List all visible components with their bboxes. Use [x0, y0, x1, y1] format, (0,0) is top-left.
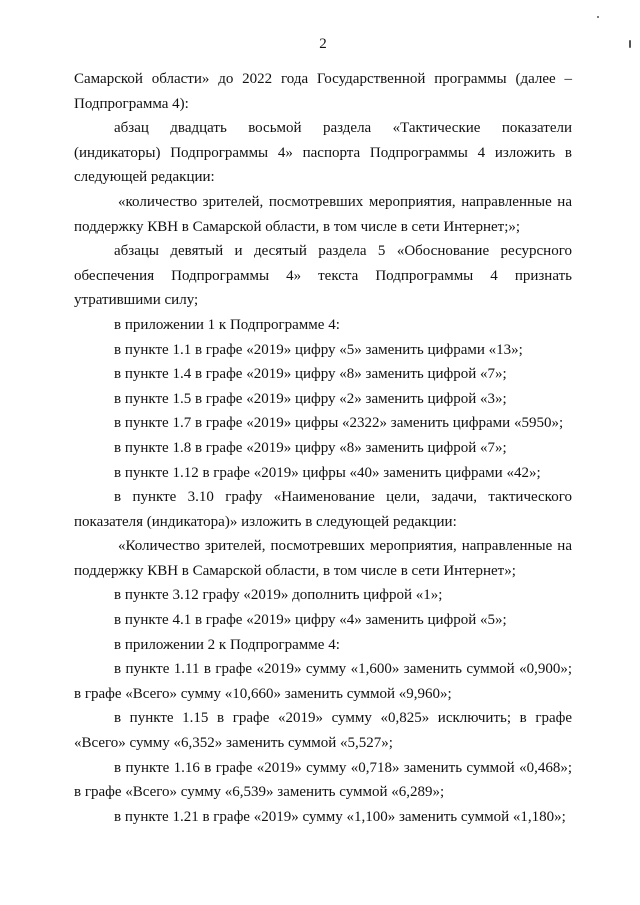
paragraph: в пункте 1.8 в графе «2019» цифру «8» заменить цифрой «7»; [114, 439, 507, 456]
scan-speck [597, 16, 599, 18]
paragraph: в пункте 1.15 в графе «2019» сумму «0,825» исключить; в графе «Всего» сумму «6,352» заменить суммой «5,527»; [74, 710, 572, 752]
paragraph: в пункте 3.12 графу «2019» дополнить цифрой «1»; [114, 587, 443, 604]
paragraph: в пункте 4.1 в графе «2019» цифру «4» заменить цифрой «5»; [114, 612, 507, 629]
paragraph: в пункте 3.10 графу «Наименование цели, задачи, тактического показателя (индикатора)» изложить в следующей редакции: [74, 489, 572, 530]
paragraph: абзацы девятый и десятый раздела 5 «Обоснование ресурсного обеспечения Подпрограммы 4» текста Подпрограммы 4 признать утратившими силу; [74, 243, 572, 309]
paragraph: в пункте 1.4 в графе «2019» цифру «8» заменить цифрой «7»; [114, 366, 507, 383]
paragraph: в пункте 1.5 в графе «2019» цифру «2» заменить цифрой «3»; [114, 390, 507, 407]
paragraph: в пункте 1.11 в графе «2019» сумму «1,600» заменить суммой «0,900»; в графе «Всего» сумму «10,660» заменить суммой «9,960»; [74, 661, 572, 702]
paragraph: в пункте 1.1 в графе «2019» цифру «5» заменить цифрами «13»; [114, 341, 523, 358]
paragraph: в пункте 1.21 в графе «2019» сумму «1,100» заменить суммой «1,180»; [114, 808, 566, 825]
paragraph: в приложении 1 к Подпрограмме 4: [114, 316, 340, 333]
quoted-paragraph: «Количество зрителей, посмотревших мероприятия, направленные на поддержку КВН в Самарской области, в том числе в сети Интернет»; [74, 538, 572, 579]
paragraph: в пункте 1.7 в графе «2019» цифры «2322» заменить цифрами «5950»; [114, 415, 564, 432]
paragraph: в пункте 1.16 в графе «2019» сумму «0,718» заменить суммой «0,468»; в графе «Всего» сумму «6,539» заменить суммой «6,289»; [74, 759, 572, 801]
paragraph: в пункте 1.12 в графе «2019» цифры «40» заменить цифрами «42»; [114, 464, 541, 481]
scan-speck [629, 40, 631, 48]
paragraph: абзац двадцать восьмой раздела «Тактические показатели (индикаторы) Подпрограммы 4» паспорта Подпрограммы 4 изложить в следующей редакции: [74, 120, 572, 186]
paragraph: в приложении 2 к Подпрограмме 4: [114, 636, 340, 653]
quoted-paragraph: «количество зрителей, посмотревших мероприятия, направленные на поддержку КВН в Самарской области, в том числе в сети Интернет;»; [74, 193, 572, 235]
page-number: 2 [319, 36, 327, 52]
paragraph: Самарской области» до 2022 года Государственной программы (далее – Подпрограмма 4): [74, 71, 572, 112]
